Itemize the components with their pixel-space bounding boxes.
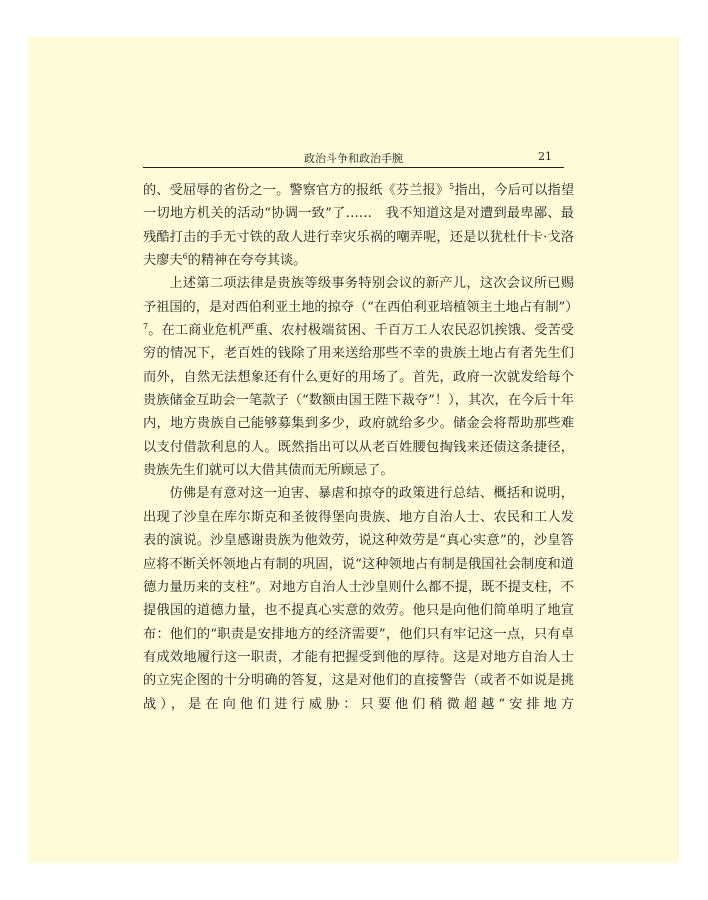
footnote-ref: 5 — [449, 182, 455, 191]
text-segment: 的精神在夸夸其谈。 — [187, 253, 307, 269]
paragraph-1 — [143, 179, 574, 272]
page-number: 21 — [538, 150, 552, 163]
running-header — [143, 149, 564, 168]
text-segment: 的、受屈辱的省份之一。警察官方的报纸《芬兰报》 — [143, 183, 450, 198]
paragraph-3 — [143, 482, 574, 715]
chapter-title: 政治斗争和政治手腕 — [304, 152, 403, 165]
text-segment: 上述第二项法律是贵族等级事务特别会议的新产儿，这次会议所已赐予祖国的，是对西伯利亚土地的掠夺（“在西伯利亚培植领主土地占有制”） — [143, 276, 579, 315]
footnote-ref: 6 — [182, 252, 188, 262]
text-segment: 。在工商业危机严重、农村极端贫困、千百万工人农民忍饥挨饿、受苦受穷的情况下，老百姓的钱除了用来送给那些不幸的贵族土地占有者先生们而外，自然无法想象还有什么更好的用场了。首先，政府一次就发给每个贵族储金互助会一笔款子（“数额由国王陛下裁夺”！），其次，在今后十年内，地方贵族自己能够募集到多少，政府就给多少。储金会将帮助那些难以支付借款利息的人。既然指出可以从老百姓腰包掏钱来还债这条捷径，贵族先生们就可以大借其债而无所顾忌了。 — [143, 323, 574, 479]
paragraph-2 — [143, 272, 579, 482]
body-text — [143, 179, 579, 716]
footnote-ref: 7 — [143, 322, 149, 332]
text-segment: 仿佛是有意对这一迫害、暴虐和掠夺的政策进行总结、概括和说明，出现了沙皇在库尔斯克和圣彼得堡向贵族、地方自治人士、农民和工人发表的演说。沙皇感谢贵族为他效劳，说这种效劳是“真心实意”的，沙皇答应将不断关怀领地占有制的巩固，说“这种领地占有制是俄国社会制度和道德力量历来的支柱”。对地方自治人士沙皇则什么都不提，既不提支柱，不提俄国的道德力量，也不提真心实意的效劳。他只是向他们简单明了地宣布：他们的“职责是安排地方的经济需要”，他们只有牢记这一点，只有卓有成效地履行这一职责，才能有把握受到他的厚待。这是对地方自治人士的立宪企图的十分明确的答复，这是对他们的直接警告（或者不如说是挑战），是在向他们进行威胁：只要他们稍微超越“安排地方 — [143, 486, 574, 712]
text-segment: 指出，今后可以指望一切地方机关的活动“协调一致”了…… 我不知道这是对遭到最卑鄙、最残酷打击的手无寸铁的敌人进行幸灾乐祸的嘲弄呢，还是以犹杜什卡·戈洛夫廖夫 — [143, 183, 575, 269]
